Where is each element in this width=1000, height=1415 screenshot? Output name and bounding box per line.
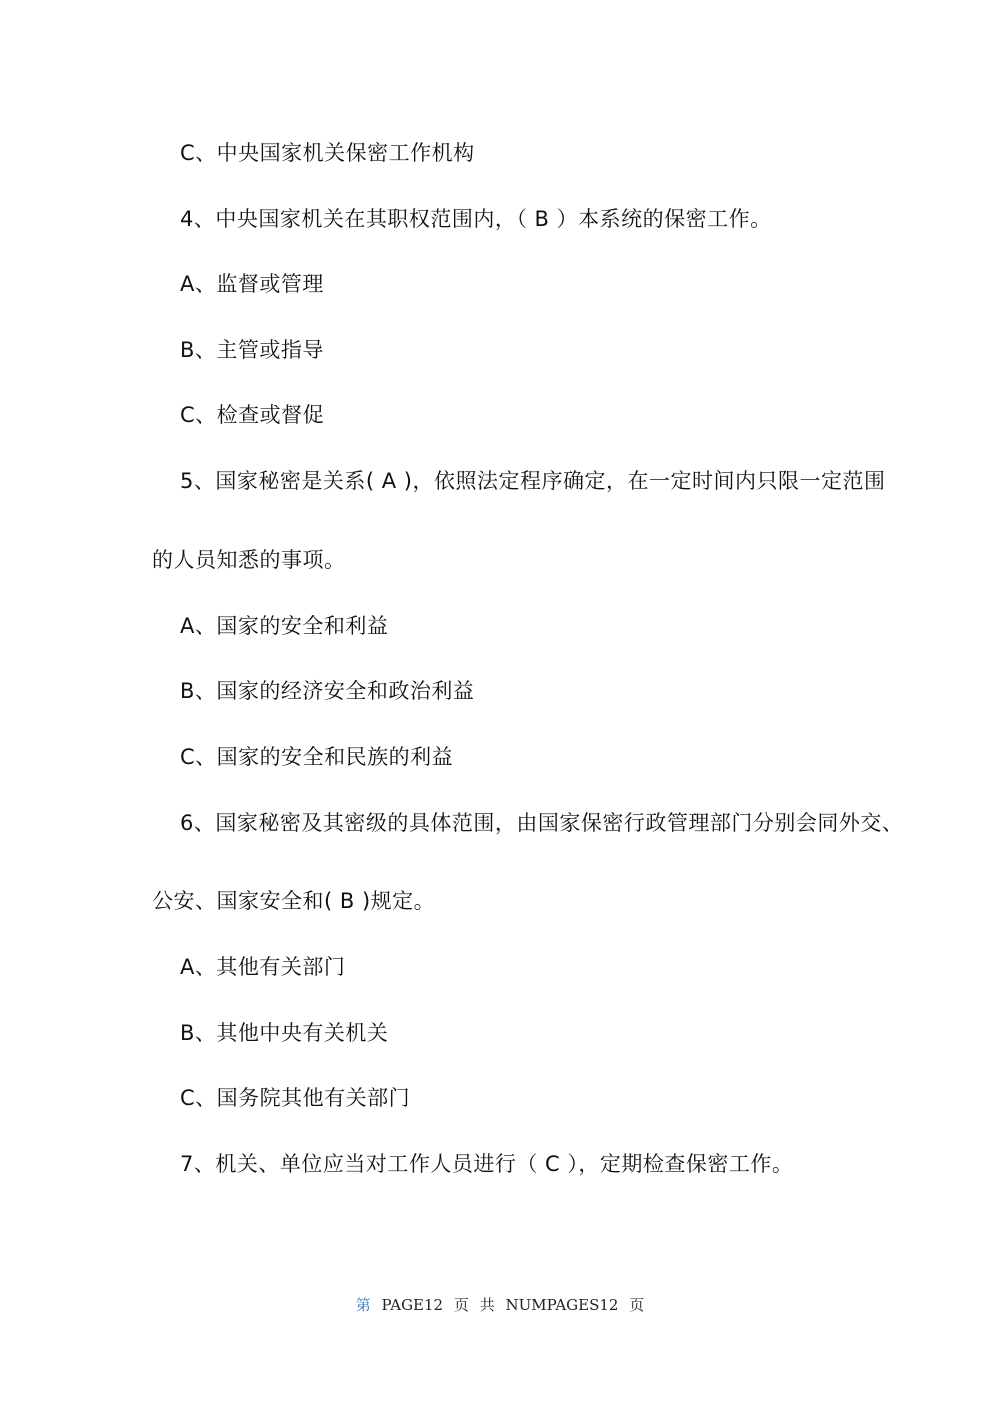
question-4: 4、中央国家机关在其职权范围内，（ B ）本系统的保密工作。 xyxy=(180,207,772,231)
option-a-q6: A、其他有关部门 xyxy=(180,955,346,979)
question-6-line-2: 公安、国家安全和( B )规定。 xyxy=(152,889,436,913)
option-b-q6: B、其他中央有关机关 xyxy=(180,1021,389,1045)
footer-di: 第 xyxy=(355,1296,371,1314)
option-c-q6: C、国务院其他有关部门 xyxy=(180,1086,411,1110)
footer-numpages-field: NUMPAGES12 xyxy=(505,1296,619,1314)
option-b-q4: B、主管或指导 xyxy=(180,338,324,362)
footer-page-field: PAGE12 xyxy=(381,1296,444,1314)
page-footer xyxy=(0,1294,1000,1316)
option-b-q5: B、国家的经济安全和政治利益 xyxy=(180,679,475,703)
option-c-q4: C、检查或督促 xyxy=(180,403,325,427)
question-5-line-1: 5、国家秘密是关系( A )，依照法定程序确定，在一定时间内只限一定范围 xyxy=(180,469,886,493)
option-c-q3: C、中央国家机关保密工作机构 xyxy=(180,141,475,165)
question-5-line-2: 的人员知悉的事项。 xyxy=(152,548,346,572)
option-a-q4: A、监督或管理 xyxy=(180,272,324,296)
question-6-line-1: 6、国家秘密及其密级的具体范围，由国家保密行政管理部门分别会同外交、 xyxy=(180,811,904,835)
question-7: 7、机关、单位应当对工作人员进行（ C ），定期检查保密工作。 xyxy=(180,1152,794,1176)
option-a-q5: A、国家的安全和利益 xyxy=(180,614,389,638)
footer-ye: 页 xyxy=(453,1296,469,1314)
footer-gong: 共 xyxy=(479,1296,495,1314)
option-c-q5: C、国家的安全和民族的利益 xyxy=(180,745,454,769)
footer-ye-2: 页 xyxy=(629,1296,645,1314)
